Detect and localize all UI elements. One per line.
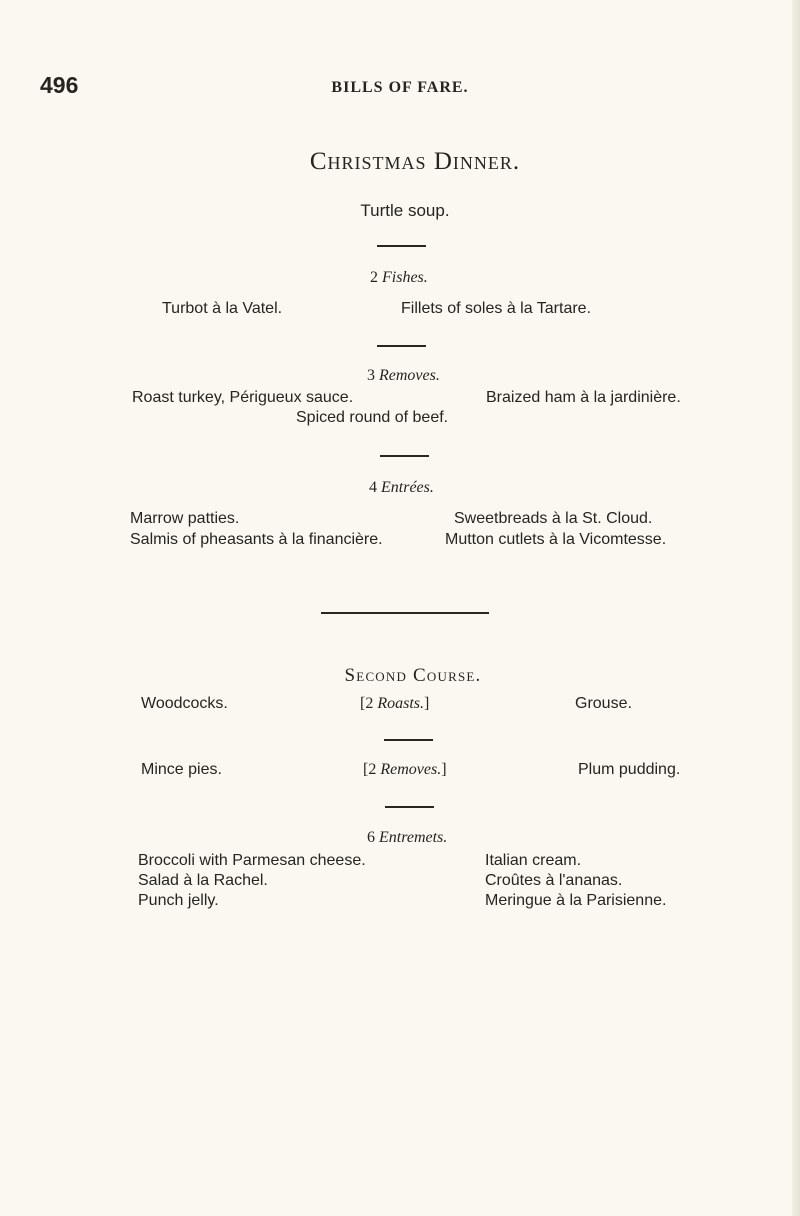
entremet-item: Salad à la Rachel. xyxy=(138,872,268,889)
remove-item: Roast turkey, Périgueux sauce. xyxy=(132,389,354,406)
menu-title: Christmas Dinner. xyxy=(309,148,521,175)
page-number: 496 xyxy=(40,72,79,98)
remove-item: Plum pudding. xyxy=(578,761,681,778)
soup-item: Turtle soup. xyxy=(360,201,450,220)
entremet-item: Broccoli with Parmesan cheese. xyxy=(138,852,366,869)
roast-item: Woodcocks. xyxy=(141,695,228,712)
entremet-item: Croûtes à l'ananas. xyxy=(485,872,623,889)
rule-divider xyxy=(385,806,434,808)
rule-divider xyxy=(377,345,426,347)
rule-divider xyxy=(384,739,433,741)
fishes-heading: 2 Fishes. xyxy=(370,269,428,286)
entree-item: Sweetbreads à la St. Cloud. xyxy=(454,510,653,527)
second-course-title: Second Course. xyxy=(344,665,482,686)
entremet-item: Meringue à la Parisienne. xyxy=(485,892,667,909)
entree-item: Mutton cutlets à la Vicomtesse. xyxy=(445,531,667,548)
page-edge-shadow xyxy=(792,0,800,1216)
roast-item: Grouse. xyxy=(575,695,632,712)
entremets-heading: 6 Entremets. xyxy=(367,829,448,846)
fish-item: Turbot à la Vatel. xyxy=(162,300,283,317)
remove-item: Braized ham à la jardinière. xyxy=(486,389,681,406)
removes-heading: 3 Removes. xyxy=(367,367,440,384)
rule-divider xyxy=(380,455,429,457)
roasts-heading: [2 Roasts.] xyxy=(360,695,430,712)
section-divider xyxy=(321,612,489,614)
entree-item: Marrow patties. xyxy=(130,510,240,527)
entrees-heading: 4 Entrées. xyxy=(369,479,434,496)
rule-divider xyxy=(377,245,426,247)
second-removes-heading: [2 Removes.] xyxy=(363,761,447,778)
running-head: BILLS OF FARE. xyxy=(331,79,469,96)
remove-item: Spiced round of beef. xyxy=(296,409,449,426)
remove-item: Mince pies. xyxy=(141,761,222,778)
entree-item: Salmis of pheasants à la financière. xyxy=(130,531,383,548)
entremet-item: Italian cream. xyxy=(485,852,582,869)
entremet-item: Punch jelly. xyxy=(138,892,219,909)
fish-item: Fillets of soles à la Tartare. xyxy=(401,300,592,317)
